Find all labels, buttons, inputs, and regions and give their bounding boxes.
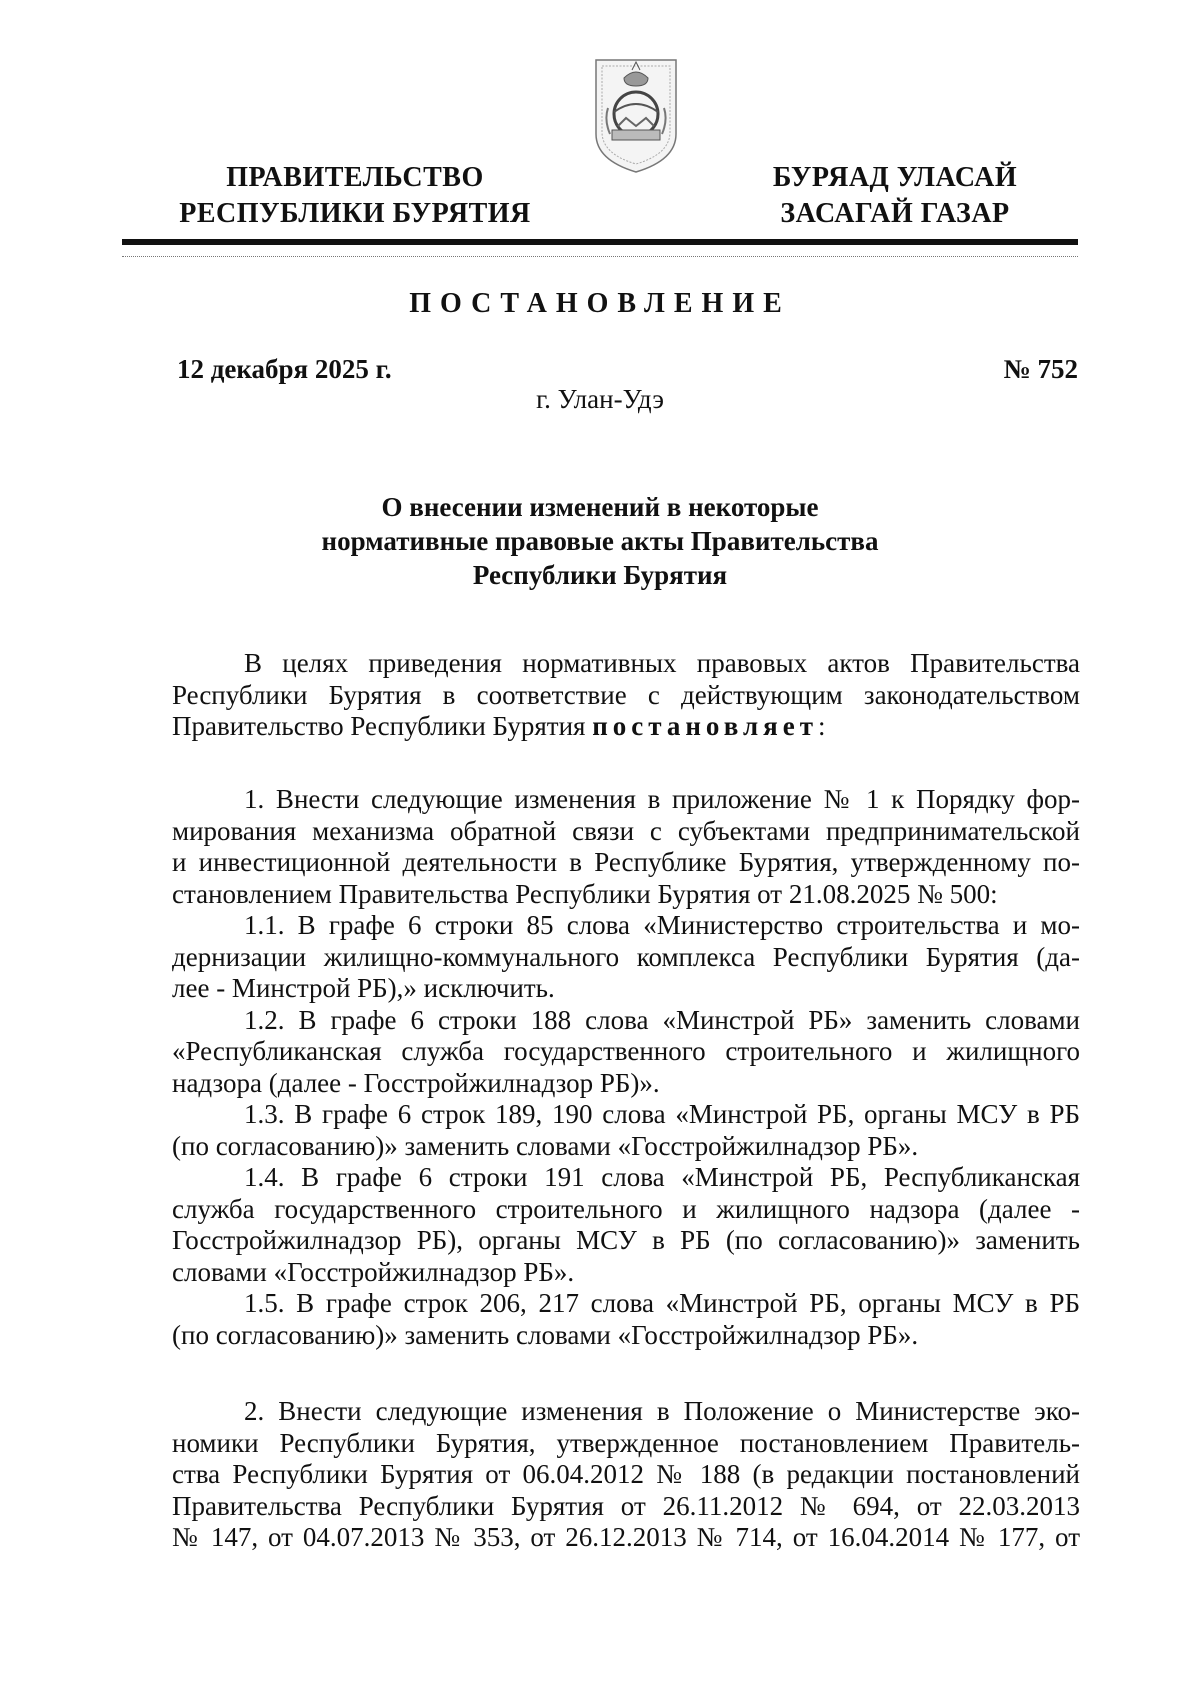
text-line: 1.5. В графе строк 206, 217 слова «Минстрой РБ, органы МСУ в РБ: [244, 1288, 1080, 1318]
organization-name-buryat: [740, 160, 1050, 232]
text-fragment: Правительство Республики Бурятия: [172, 711, 593, 741]
title-line: нормативные правовые акты Правительства: [321, 526, 879, 556]
text-line: служба государственного строительного и жилищного надзора (далее -: [172, 1193, 1080, 1224]
text-line: 1.3. В графе 6 строк 189, 190 слова «Минстрой РБ, органы МСУ в РБ: [244, 1099, 1080, 1129]
text-line: номики Республики Бурятия, утвержденное постановлением Правитель-: [172, 1427, 1080, 1458]
text-line: дернизации жилищно-коммунального комплекса Республики Бурятия (да-: [172, 941, 1080, 972]
org-line: ЗАСАГАЙ ГАЗАР: [780, 198, 1010, 229]
text-line: Республики Бурятия в соответствие с действующим законодательством: [172, 679, 1080, 710]
text-line: 1.2. В графе 6 строки 188 слова «Минстрой РБ» заменить словами: [244, 1004, 1080, 1035]
text-line: 2. Внести следующие изменения в Положение о Министерстве эко-: [244, 1396, 1080, 1426]
document-type: ПОСТАНОВЛЕНИЕ: [409, 288, 791, 319]
buryatia-coat-of-arms-icon: [590, 56, 682, 176]
preamble-paragraph: [172, 648, 1080, 743]
text-line: ства Республики Бурятия от 06.04.2012 № 188 (в редакции постановлений: [172, 1459, 1080, 1489]
title-line: Республики Бурятия: [472, 560, 728, 590]
org-line: РЕСПУБЛИКИ БУРЯТИЯ: [179, 198, 531, 229]
document-city: г. Улан-Удэ: [536, 384, 664, 414]
text-line: [172, 711, 1080, 743]
header-divider-thick: [122, 239, 1078, 245]
text-line: 1. Внести следующие изменения в приложение № 1 к Порядку фор-: [244, 784, 1080, 814]
document-number: № 752: [1003, 354, 1078, 384]
text-line: словами «Госстройжилнадзор РБ».: [172, 1256, 575, 1287]
text-line: и инвестиционной деятельности в Республике Бурятия, утвержденному по-: [172, 847, 1080, 877]
text-line: 1.4. В графе 6 строки 191 слова «Минстрой РБ, Республиканская: [244, 1162, 1080, 1192]
document-date: 12 декабря 2025 г.: [177, 354, 392, 384]
text-line: (по согласованию)» заменить словами «Госстройжилнадзор РБ».: [172, 1319, 919, 1350]
decree-word: постановляет: [592, 711, 818, 741]
text-line: «Республиканская служба государственного строительного и жилищного: [172, 1036, 1080, 1066]
section-2: [172, 1396, 1080, 1554]
text-line: лее - Минстрой РБ),» исключить.: [172, 973, 555, 1003]
title-line: О внесении изменений в некоторые: [381, 492, 819, 522]
text-line: мирования механизма обратной связи с субъектами предпринимательской: [172, 815, 1080, 846]
text-fragment: :: [817, 711, 826, 741]
text-line: Правительства Республики Бурятия от 26.11.2012 № 694, от 22.03.2013: [172, 1490, 1080, 1521]
org-line: БУРЯАД УЛАСАЙ: [772, 162, 1018, 193]
section-1: [172, 784, 1080, 1351]
organization-name-russian: [170, 160, 540, 232]
text-line: 1.1. В графе 6 строки 85 слова «Министерство строительства и мо-: [244, 910, 1080, 940]
text-line: надзора (далее - Госстройжилнадзор РБ)».: [172, 1067, 660, 1098]
document-title: [300, 490, 900, 592]
header-divider-thin: [122, 256, 1078, 257]
text-line: № 147, от 04.07.2013 № 353, от 26.12.2013 № 714, от 16.04.2014 № 177, от: [172, 1522, 1080, 1552]
org-line: ПРАВИТЕЛЬСТВО: [226, 162, 484, 193]
text-line: (по согласованию)» заменить словами «Госстройжилнадзор РБ».: [172, 1130, 919, 1161]
text-line: становлением Правительства Республики Бурятия от 21.08.2025 № 500:: [172, 878, 998, 909]
text-line: Госстройжилнадзор РБ), органы МСУ в РБ (по согласованию)» заменить: [172, 1225, 1080, 1255]
text-line: В целях приведения нормативных правовых актов Правительства: [244, 648, 1080, 678]
